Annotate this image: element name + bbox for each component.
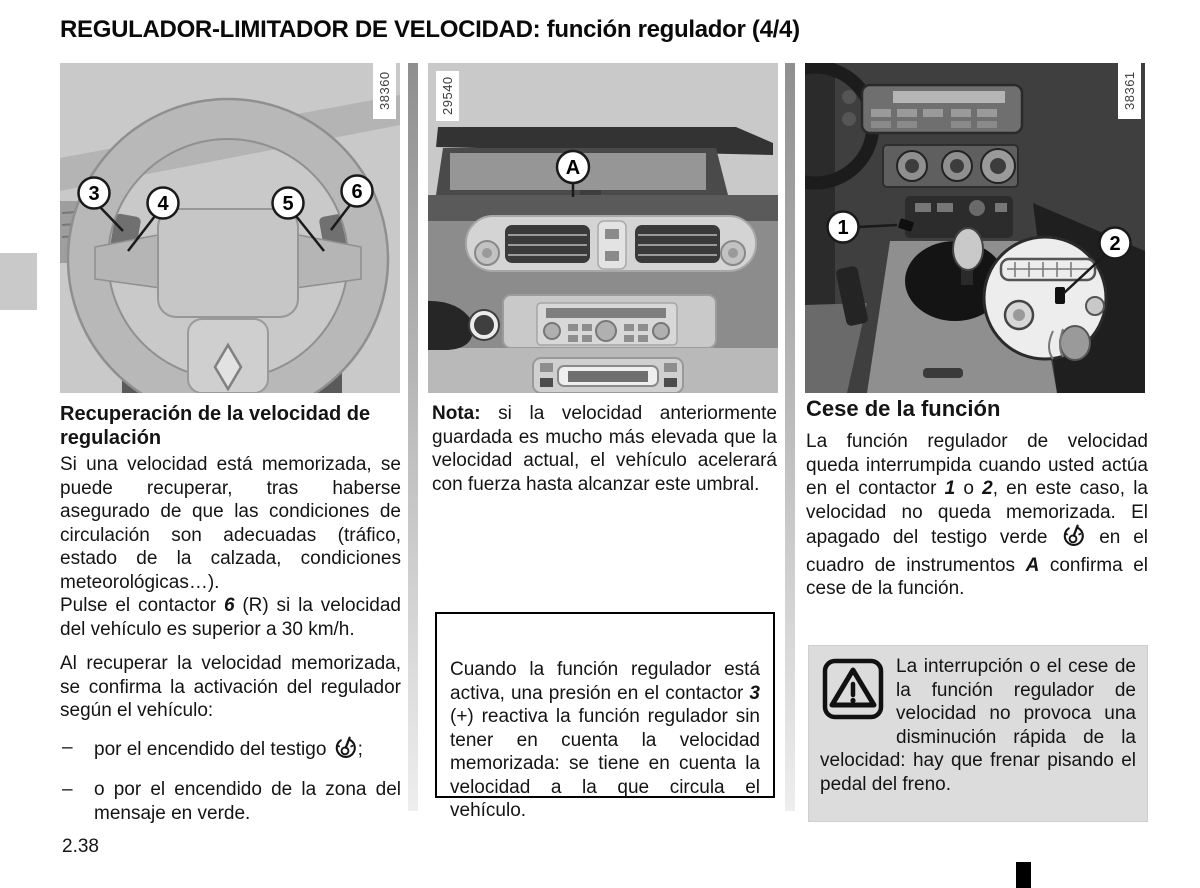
svg-text:5: 5: [282, 193, 294, 215]
callout-6: [342, 176, 373, 207]
callout-3: [79, 178, 110, 209]
contactor-2-ref: 2: [982, 478, 993, 499]
figure-ref-number: 29540: [436, 71, 459, 121]
svg-text:2: 2: [1109, 233, 1121, 255]
paragraph: La función regulador de velocidad queda interrumpida cuando usted actúa en el contactor 1 o 2, en este caso, la velocidad no queda memorizada. El apagado del testigo verde en el cuadro de instrumentos A confirma el cese de la función.: [806, 431, 1149, 599]
right-column: [806, 395, 1148, 601]
console-photo: [805, 63, 1145, 393]
page-title: REGULADOR-LIMITADOR DE VELOCIDAD: función regulador (4/4): [60, 16, 800, 43]
svg-text:3: 3: [88, 183, 100, 205]
magnifier-inset: [984, 237, 1106, 360]
contactor-1-ref: 1: [944, 478, 956, 499]
middle-column-note: Nota: si la velocidad anteriormente guardada es mucho más elevada que la velocidad actual, el vehículo acelerará con fuerza hasta alcanzar este umbral.: [432, 403, 777, 495]
section-heading-cese: Cese de la función: [806, 396, 1001, 421]
contactor-3-ref: 3: [749, 682, 760, 704]
cruise-control-indicator-icon: [332, 736, 358, 766]
column-divider: [785, 63, 795, 811]
instrument-panel-A-ref: A: [1025, 554, 1040, 576]
svg-text:6: 6: [351, 181, 363, 203]
figure-steering-wheel: [60, 63, 400, 393]
column-divider: [408, 63, 418, 811]
figure-ref-number: 38360: [373, 63, 396, 119]
steering-wheel-photo: [60, 63, 400, 393]
cruise-control-indicator-icon: [1060, 524, 1086, 554]
left-column: [60, 402, 401, 825]
note-box: Cuando la función regulador está activa, una presión en el contactor 3 (+) reactiva la función regulador sin tener en cuenta la velocidad memorizada: se tiene en cuenta la velocidad a la que circula el vehículo.: [435, 612, 775, 798]
paragraph: Si una velocidad está memorizada, se puede recuperar, tras haberse asegurado de que las condiciones de circulación son adecuadas (tráfico, estado de la calzada, condiciones meteorológicas…).: [60, 454, 401, 593]
svg-text:1: 1: [837, 217, 849, 239]
list-item: – o por el encendido de la zona del mensaje en verde.: [62, 779, 401, 824]
figure-dashboard-display: [428, 63, 778, 393]
contactor-6-ref: 6: [223, 595, 235, 616]
warning-triangle-icon: [822, 658, 884, 720]
figure-ref-number: 38361: [1118, 63, 1141, 119]
nota-label: Nota:: [432, 403, 481, 424]
print-registration-mark: [1016, 862, 1031, 888]
paragraph: Pulse el contactor 6 (R) si la velocidad del vehículo es superior a 30 km/h.: [60, 595, 401, 640]
section-heading-recuperacion: Recuperación de la velocidad de regulación: [60, 403, 371, 449]
paragraph: Al recuperar la velocidad memorizada, se confirma la activación del regulador según el vehículo:: [60, 653, 401, 721]
dashboard-photo: [428, 63, 778, 393]
warning-text: La interrupción o el cese de la función regulador de velocidad no provoca una disminución rápida de la velocidad: hay que frenar pisando el pedal del freno.: [820, 656, 1136, 795]
figure-center-console: [805, 63, 1145, 393]
callout-4: [148, 188, 179, 219]
page-number: 2.38: [62, 836, 99, 857]
chapter-tab-marker: [0, 253, 37, 310]
warning-box: [808, 645, 1148, 822]
svg-text:A: A: [565, 157, 581, 179]
callout-5: [273, 188, 304, 219]
list-item: – por el encendido del testigo ;: [60, 736, 401, 766]
svg-text:4: 4: [157, 193, 169, 215]
